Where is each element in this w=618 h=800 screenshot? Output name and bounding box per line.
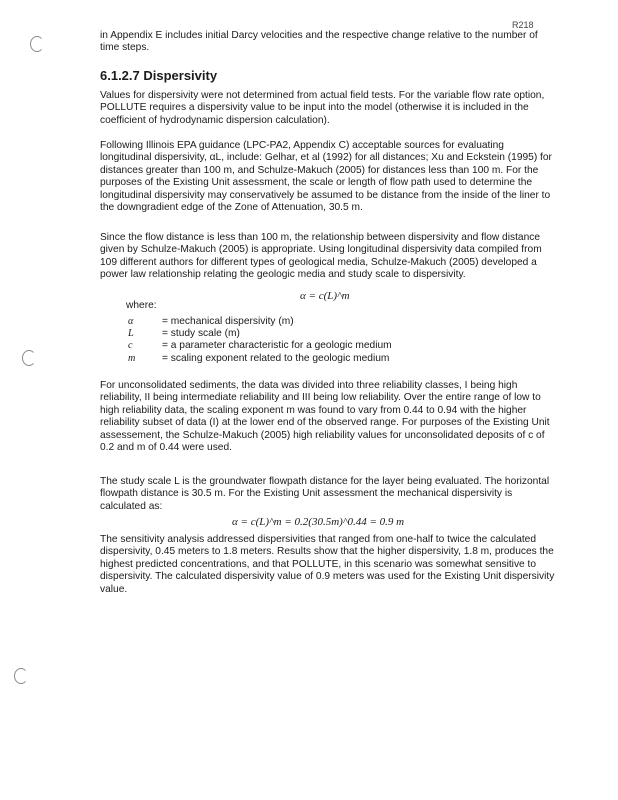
paragraph-reliability-classes: For unconsolidated sediments, the data was divided into three reliability classes, I being high reliability, II being intermediate reliability and III being low reliability. Over the entire range of low to high reliability data, the scaling exponent m was found to vary from 0.44 to 0.94 with the higher reliability subset of data (I) at the lower end of the observed range. For purposes of the Existing Unit assessement, the Schulze-Makuch (2005) high reliability values for unconsolidated deposits of c of 0.2 and m of 0.44 were used. — [100, 380, 550, 454]
definition-symbol: c — [128, 340, 133, 352]
page-identifier: R218 — [512, 20, 534, 30]
dispersivity-calculation: α = c(L)^m = 0.2(30.5m)^0.44 = 0.9 m — [232, 516, 405, 528]
punch-hole-mark — [14, 668, 28, 684]
where-label: where: — [126, 300, 157, 311]
definition-item — [128, 340, 392, 352]
definition-symbol: L — [128, 328, 134, 340]
paragraph-epa-guidance: Following Illinois EPA guidance (LPC-PA2, Appendix C) acceptable sources for evaluating longitudinal dispersivity, αL, include: Gelhar, et al (1992) for all distances; Xu and Eckstein (1995) for distances greater than 100 m, and Schulze-Makuch (2005) for distances less than 100 m. For the purposes of the Existing Unit assessment, the scale or length of flow path used to determine the longitudinal dispersivity may conservatively be assumed to be distance from the inside of the liner to the downgradient edge of the Zone of Attenuation, 30.5 m. — [100, 140, 552, 214]
punch-hole-mark — [30, 36, 44, 52]
paragraph-dispersivity-values: Values for dispersivity were not determined from actual field tests. For the variable flow rate option, POLLUTE requires a dispersivity value to be input into the model (otherwise it is included in the coefficient of hydrodynamic dispersion calculation). — [100, 90, 545, 126]
paragraph-sensitivity-analysis: The sensitivity analysis addressed dispersivities that ranged from one-half to twice the calculated dispersivity, 0.45 meters to 1.8 meters. Results show that the higher dispersivity, 1.8 m, produces the highest predicted concentrations, and that POLLUTE, in this scenario was somewhat sensitive to dispersivity. The calculated dispersivity value of 0.9 meters was used for the Existing Unit dispersivity value. — [100, 534, 555, 595]
section-heading: 6.1.2.7 Dispersivity — [100, 68, 218, 83]
paragraph-schulze-makuch: Since the flow distance is less than 100 m, the relationship between dispersivity and flow distance given by Schulze-Makuch (2005) is appropriate. Using longitudinal dispersivity data compiled from 109 different authors for different types of geological media, Schulze-Makuch (2005) developed a power law relationship relating the geologic media and study scale to dispersivity. — [100, 232, 542, 281]
definition-item — [128, 328, 392, 340]
variable-definitions — [128, 316, 392, 365]
definition-item — [128, 316, 392, 328]
definition-text: = mechanical dispersivity (m) — [162, 316, 294, 327]
intro-paragraph: in Appendix E includes initial Darcy velocities and the respective change relative to the number of time steps. — [100, 30, 538, 54]
punch-hole-mark — [22, 350, 36, 366]
paragraph-study-scale: The study scale L is the groundwater flowpath distance for the layer being evaluated. The horizontal flowpath distance is 30.5 m. For the Existing Unit assessment the mechanical dispersivity is calculated as: — [100, 476, 550, 512]
definition-text: = scaling exponent related to the geologic medium — [162, 352, 390, 364]
power-law-formula: α = c(L)^m — [300, 290, 350, 302]
definition-symbol: m — [128, 352, 136, 364]
definition-text: = a parameter characteristic for a geologic medium — [162, 340, 392, 352]
definition-symbol: α — [128, 316, 134, 327]
definition-item — [128, 353, 392, 365]
definition-text: = study scale (m) — [162, 328, 240, 340]
